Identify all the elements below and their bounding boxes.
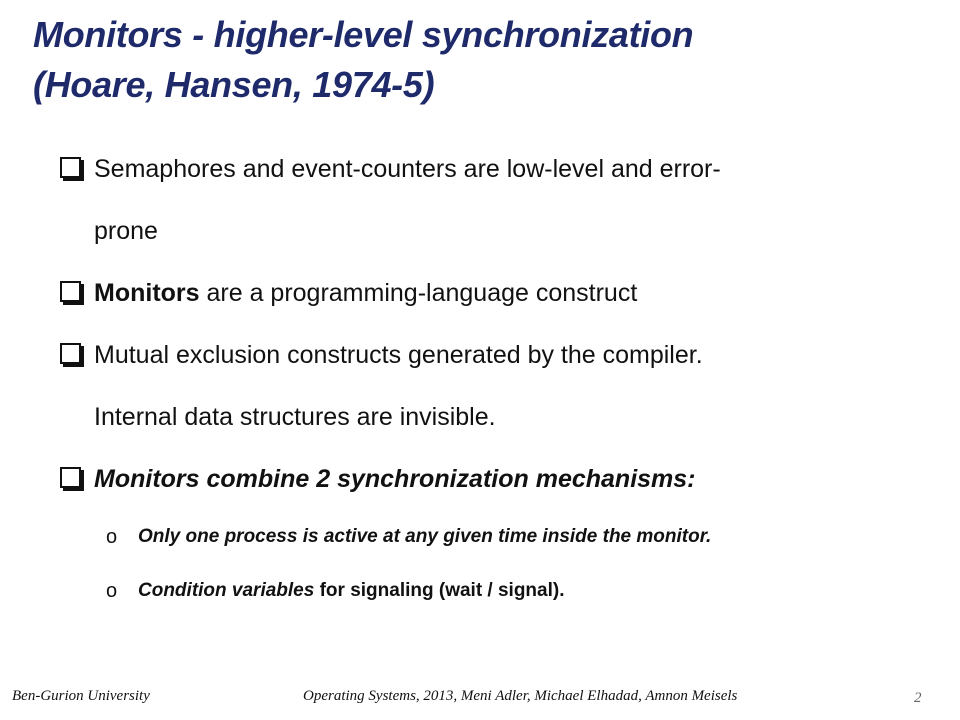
bullet-item: [58, 138, 898, 262]
bullet-text-line: Internal data structures are invisible.: [94, 403, 496, 431]
title-line-2: (Hoare, Hansen, 1974-5): [33, 64, 435, 105]
bullet-bold-term: Monitors: [94, 279, 200, 307]
sub-bullet-text: for signaling (wait / signal).: [314, 580, 565, 601]
checkbox-bullet-icon: [60, 157, 81, 178]
bullet-text: are a programming-language construct: [199, 279, 638, 307]
footer: [0, 688, 960, 712]
sub-bullet-item: [58, 564, 898, 618]
slide-title: [33, 10, 933, 110]
circle-bullet-icon: o: [106, 580, 118, 602]
bullet-item: [58, 448, 898, 510]
bullet-text-line: Semaphores and event-counters are low-level and error-: [94, 155, 721, 183]
sub-bullet-item: [58, 510, 898, 564]
checkbox-bullet-icon: [60, 281, 81, 302]
bullet-list: [58, 138, 898, 618]
sub-bullet-italic-term: Condition variables: [138, 580, 315, 601]
checkbox-bullet-icon: [60, 467, 81, 488]
circle-bullet-icon: o: [106, 526, 118, 548]
bullet-text-line: prone: [94, 217, 158, 245]
page-number: 2: [914, 690, 922, 706]
bullet-item: [58, 324, 898, 448]
sub-bullet-text: Only one process is active at any given time inside the monitor.: [138, 526, 712, 547]
title-line-1: Monitors - higher-level synchronization: [33, 14, 694, 55]
bullet-text: Monitors combine 2 synchronization mechanisms:: [94, 465, 696, 493]
footer-university: Ben-Gurion University: [12, 688, 150, 704]
checkbox-bullet-icon: [60, 343, 81, 364]
bullet-item: [58, 262, 898, 324]
bullet-text-line: Mutual exclusion constructs generated by the compiler.: [94, 341, 703, 369]
footer-course-info: Operating Systems, 2013, Meni Adler, Michael Elhadad, Amnon Meisels: [303, 688, 738, 704]
